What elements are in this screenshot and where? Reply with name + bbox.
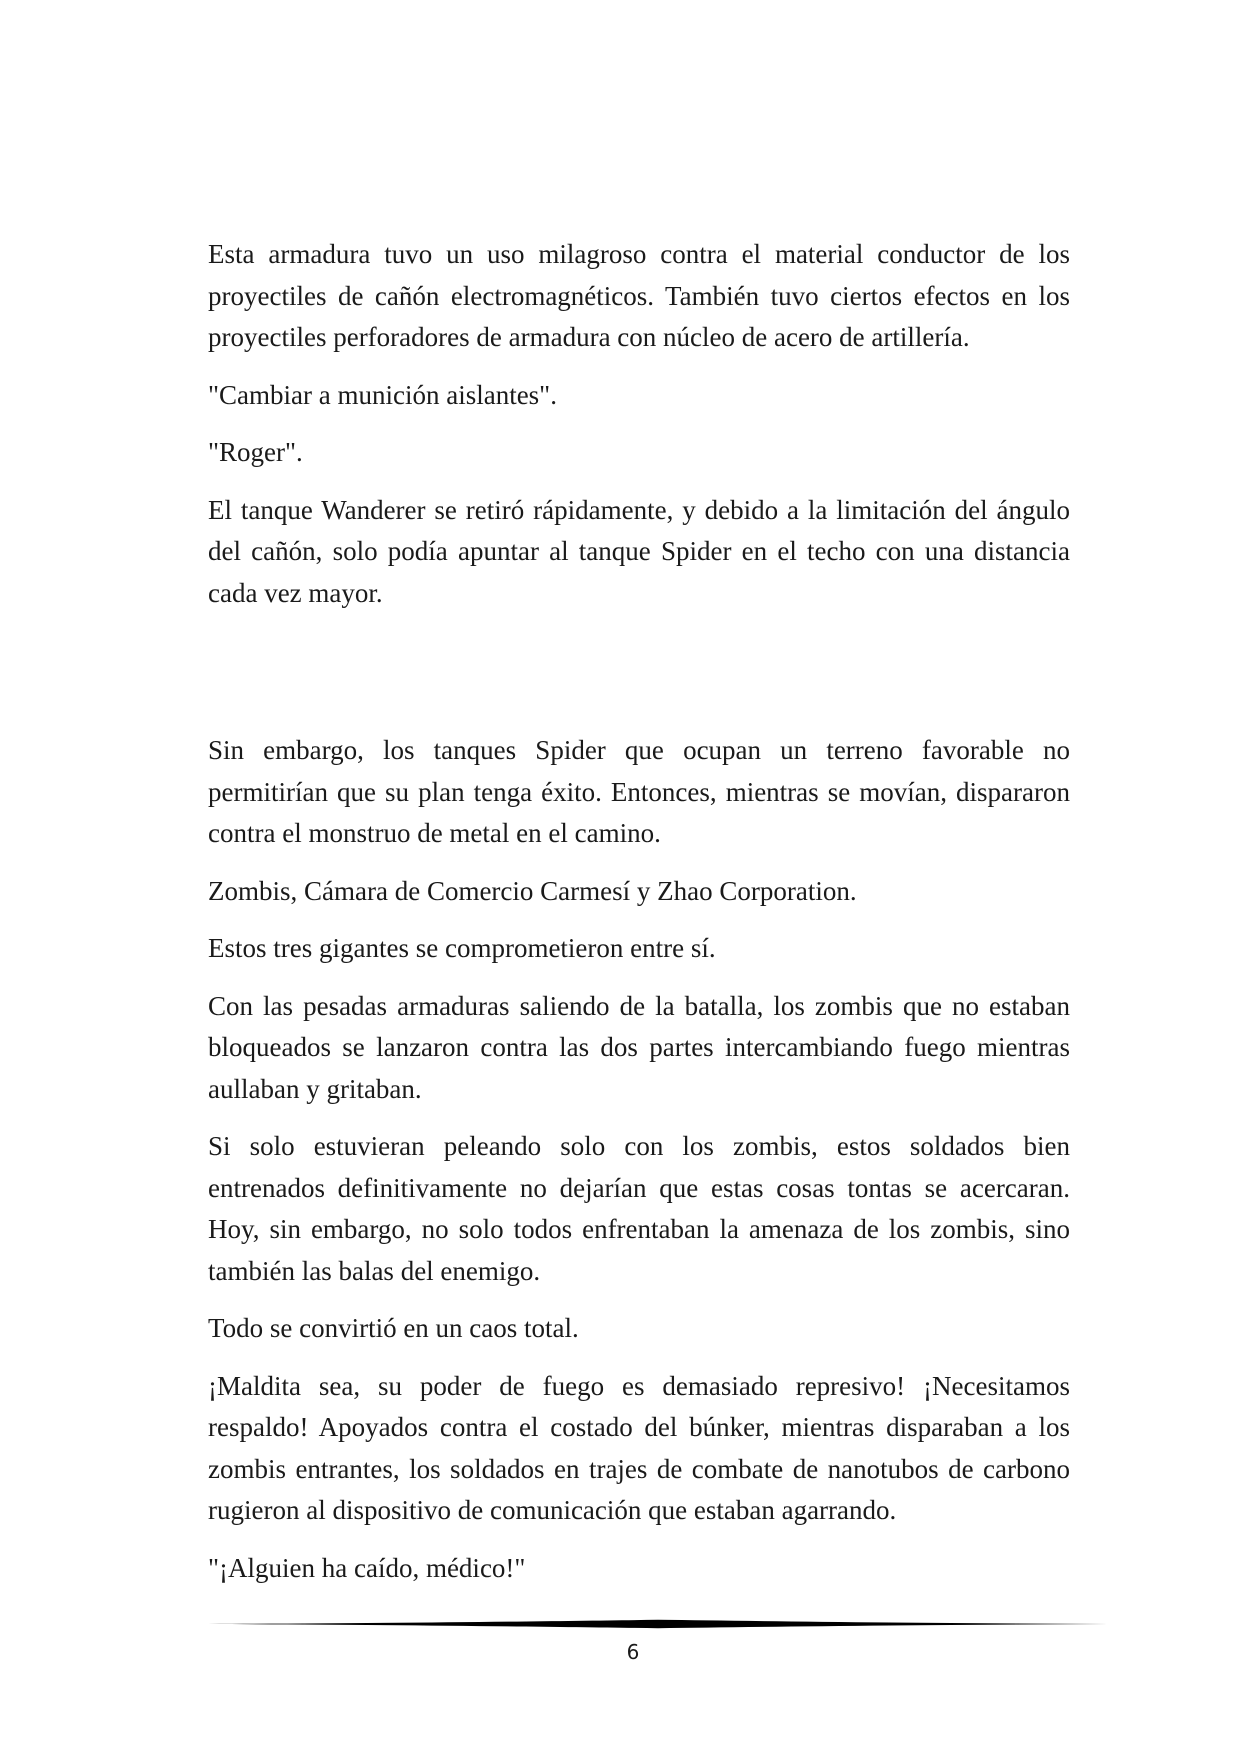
paragraph: Si solo estuvieran peleando solo con los zombis, estos soldados bien entrenados definitivamente no dejarían que estas cosas tontas se acercaran. Hoy, sin embargo, no solo todos enfrentaban la amenaza de los zombis, sino también las balas del enemigo. (208, 1131, 1070, 1286)
paragraph: Con las pesadas armaduras saliendo de la batalla, los zombis que no estaban bloqueados se lanzaron contra las dos partes intercambiando fuego mientras aullaban y gritaban. (208, 990, 1070, 1104)
text-block-bottom (208, 730, 1070, 1605)
paragraph: Todo se convirtió en un caos total. (208, 1313, 579, 1343)
text-block-top (208, 234, 1070, 630)
page-number: 6 (626, 1640, 640, 1664)
paragraph: Esta armadura tuvo un uso milagroso contra el material conductor de los proyectiles de cañón electromagnéticos. También tuvo ciertos efectos en los proyectiles perforadores de armadura con núcleo de acero de artillería. (208, 239, 1070, 352)
paragraph: El tanque Wanderer se retiró rápidamente, y debido a la limitación del ángulo del cañón, solo podía apuntar al tanque Spider en el techo con una distancia cada vez mayor. (208, 494, 1070, 608)
footer-divider (208, 1618, 1108, 1630)
paragraph: "¡Alguien ha caído, médico!" (208, 1552, 526, 1583)
paragraph: ¡Maldita sea, su poder de fuego es demasiado represivo! ¡Necesitamos respaldo! Apoyados contra el costado del búnker, mientras disparaban a los zombis entrantes, los soldados en trajes de combate de nanotubos de carbono rugieron al dispositivo de comunicación que estaban agarrando. (208, 1370, 1070, 1525)
paragraph: Sin embargo, los tanques Spider que ocupan un terreno favorable no permitirían que su plan tenga éxito. Entonces, mientras se movían, dispararon contra el monstruo de metal en el camino. (208, 735, 1070, 848)
paragraph: Estos tres gigantes se comprometieron entre sí. (208, 933, 716, 963)
paragraph: Zombis, Cámara de Comercio Carmesí y Zhao Corporation. (208, 875, 857, 906)
paragraph: "Cambiar a munición aislantes". (208, 379, 557, 410)
paragraph: "Roger". (208, 437, 303, 467)
